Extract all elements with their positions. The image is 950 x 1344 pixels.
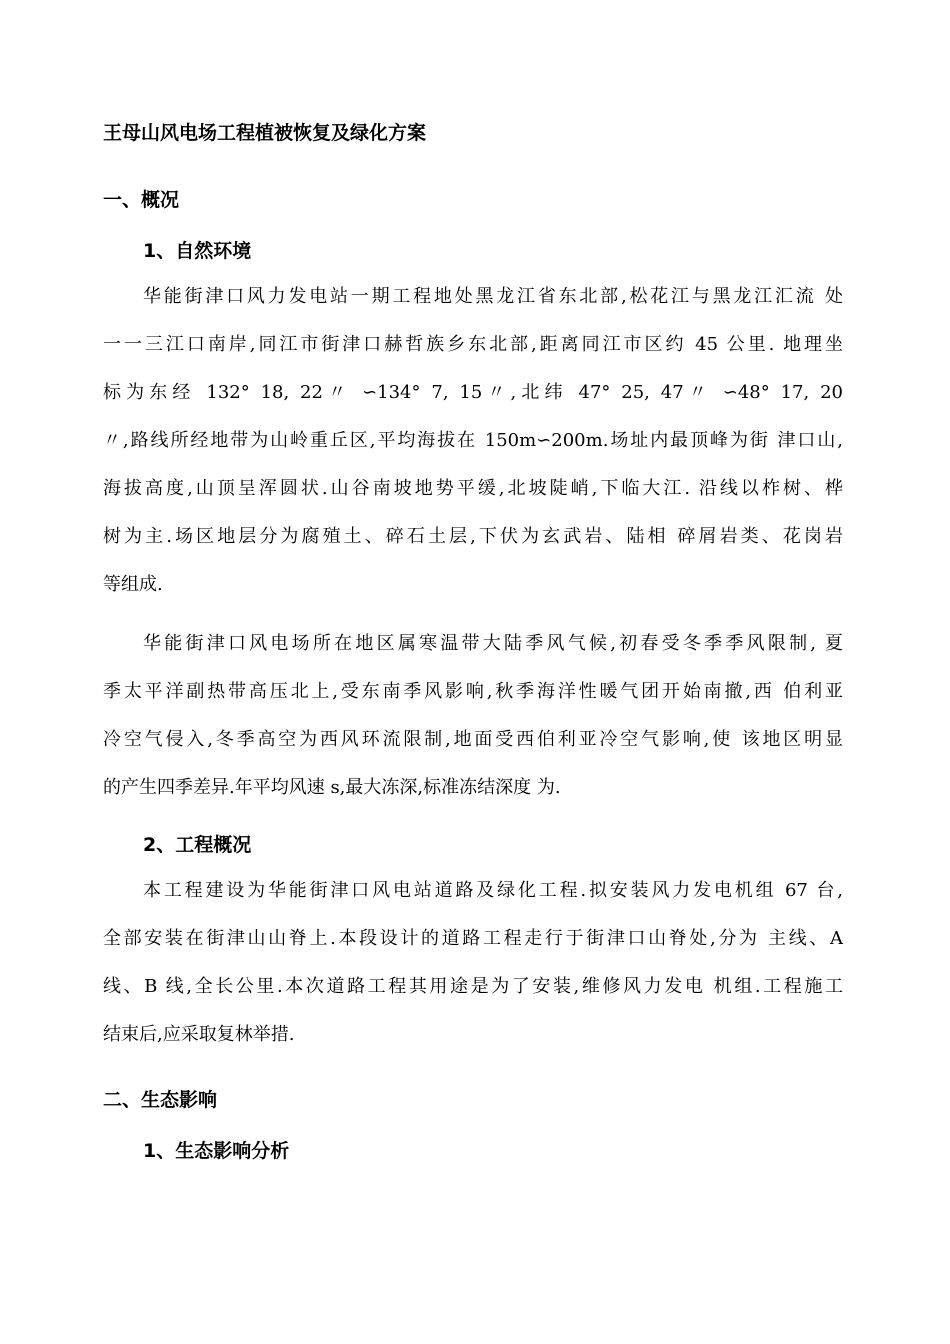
section-heading-overview: 一、概况 — [103, 189, 180, 211]
document-title: 王母山风电场工程植被恢复及绿化方案 — [103, 122, 427, 144]
paragraph-line: 结束后,应采取复林举措. — [103, 1024, 295, 1045]
paragraph-line: 季太平洋副热带高压北上,受东南季风影响,秋季海洋性暖气团开始南撤,西 伯利亚 — [103, 681, 843, 702]
subsection-heading-ecological-impact-analysis: 1、生态影响分析 — [143, 1140, 290, 1162]
subsection-heading-natural-environment: 1、自然环境 — [143, 240, 252, 262]
paragraph-line: 〃,路线所经地带为山岭重丘区,平均海拔在 150m∽200m.场址内最顶峰为街 津口山, — [103, 430, 843, 451]
paragraph-line: 华能街津口风力发电站一期工程地处黑龙江省东北部,松花江与黑龙江汇流 处 — [143, 286, 843, 307]
paragraph-line: 全部安装在街津山山脊上.本段设计的道路工程走行于街津口山脊处,分为 主线、A — [103, 928, 843, 949]
paragraph-line: 本工程建设为华能街津口风电站道路及绿化工程.拟安装风力发电机组 67 台, — [143, 880, 843, 901]
paragraph-line: 树为主.场区地层分为腐殖土、碎石土层,下伏为玄武岩、陆相 碎屑岩类、花岗岩 — [103, 526, 843, 547]
paragraph-natural-environment-1 — [103, 273, 843, 609]
paragraph-line: 的产生四季差异.年平均风速 s,最大冻深,标准冻结深度 为. — [103, 777, 561, 798]
paragraph-line: 线、B 线,全长公里.本次道路工程其用途是为了安装,维修风力发电 机组.工程施工 — [103, 976, 843, 997]
paragraph-line: 华能街津口风电场所在地区属寒温带大陆季风气候,初春受冬季季风限制, 夏 — [143, 633, 843, 654]
paragraph-line: 一一三江口南岸,同江市街津口赫哲族乡东北部,距离同江市区约 45 公里. 地理坐 — [103, 334, 843, 355]
paragraph-project-overview — [103, 867, 843, 1059]
paragraph-line: 等组成. — [103, 574, 163, 595]
subsection-heading-project-overview: 2、工程概况 — [143, 834, 252, 856]
paragraph-line: 冷空气侵入,冬季高空为西风环流限制,地面受西伯利亚冷空气影响,使 该地区明显 — [103, 729, 843, 750]
paragraph-line: 海拔高度,山顶呈浑圆状.山谷南坡地势平缓,北坡陡峭,下临大江. 沿线以柞树、桦 — [103, 478, 843, 499]
paragraph-line: 标为东经 132° 18, 22〃 ∽134° 7, 15〃,北纬 47° 25, 47〃 ∽48° 17, 20 — [103, 382, 843, 403]
paragraph-natural-environment-2 — [103, 620, 843, 812]
section-heading-ecological-impact: 二、生态影响 — [103, 1089, 218, 1111]
